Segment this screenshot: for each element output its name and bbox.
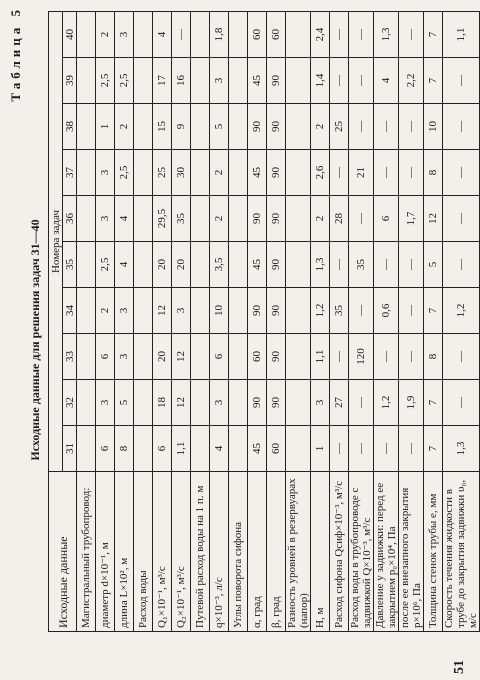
- row-label: Расход воды в трубопроводе с задвижкой Q×10⁻³, м³/с: [349, 472, 374, 632]
- table-cell: 18: [153, 380, 172, 426]
- row-label: Разность уровней в резервуарах (напор): [286, 472, 311, 632]
- table-cell: 12: [172, 380, 191, 426]
- table-cell: [191, 426, 210, 472]
- table-cell: 2: [311, 104, 330, 150]
- task-36: 36: [63, 196, 77, 242]
- row-label: длина L×10², м: [115, 472, 134, 632]
- table-cell: —: [443, 380, 480, 426]
- table-cell: 1,3: [443, 426, 480, 472]
- table-cell: 1,1: [443, 12, 480, 58]
- table-cell: 4: [374, 58, 399, 104]
- task-33: 33: [63, 334, 77, 380]
- table-cell: [286, 426, 311, 472]
- table-cell: 17: [153, 58, 172, 104]
- table-cell: 3,5: [210, 242, 229, 288]
- table-cell: [191, 104, 210, 150]
- table-cell: 1,2: [311, 288, 330, 334]
- table-cell: 4: [115, 196, 134, 242]
- table-cell: 2: [311, 196, 330, 242]
- table-cell: 60: [248, 12, 267, 58]
- table-row: [229, 12, 248, 632]
- table-cell: 21: [349, 150, 374, 196]
- table-cell: 90: [248, 380, 267, 426]
- table-cell: 30: [172, 150, 191, 196]
- table-cell: —: [399, 288, 424, 334]
- table-row: [115, 12, 134, 632]
- task-38: 38: [63, 104, 77, 150]
- table-cell: 29,5: [153, 196, 172, 242]
- table-cell: 5: [210, 104, 229, 150]
- table-cell: —: [374, 104, 399, 150]
- table-cell: 35: [349, 242, 374, 288]
- row-label: Q₁×10⁻¹, м³/с: [153, 472, 172, 632]
- table-cell: 8: [424, 150, 443, 196]
- table-cell: 1: [96, 104, 115, 150]
- table-cell: 3: [115, 12, 134, 58]
- table-cell: 20: [153, 334, 172, 380]
- table-cell: 15: [153, 104, 172, 150]
- task-34: 34: [63, 288, 77, 334]
- row-label: Толщина стенок трубы e, мм: [424, 472, 443, 632]
- table-cell: —: [330, 58, 349, 104]
- table-cell: 1,3: [311, 242, 330, 288]
- table-cell: [134, 242, 153, 288]
- table-cell: —: [374, 242, 399, 288]
- table-cell: [191, 150, 210, 196]
- table-cell: 120: [349, 334, 374, 380]
- table-cell: 2: [210, 196, 229, 242]
- table-row: [134, 12, 153, 632]
- table-row: [349, 12, 374, 632]
- table-cell: 6: [374, 196, 399, 242]
- table-cell: 12: [172, 334, 191, 380]
- table-cell: 45: [248, 242, 267, 288]
- table-cell: 7: [424, 58, 443, 104]
- table-row: [443, 12, 480, 632]
- task-39: 39: [63, 58, 77, 104]
- table-cell: 2,2: [399, 58, 424, 104]
- table-row: [330, 12, 349, 632]
- table-cell: —: [349, 196, 374, 242]
- task-32: 32: [63, 380, 77, 426]
- table-cell: 1,2: [374, 380, 399, 426]
- page-number: 51: [452, 660, 467, 674]
- table-cell: 3: [115, 334, 134, 380]
- table-cell: 12: [153, 288, 172, 334]
- table-cell: [77, 380, 96, 426]
- row-label: после ее внезапного закрытия p×10⁶, Па: [399, 472, 424, 632]
- table-cell: [286, 150, 311, 196]
- row-label: β, град: [267, 472, 286, 632]
- row-label: Расход воды: [134, 472, 153, 632]
- table-cell: —: [443, 196, 480, 242]
- table-cell: 3: [96, 380, 115, 426]
- table-cell: [286, 334, 311, 380]
- table-cell: [134, 288, 153, 334]
- table-cell: 90: [267, 104, 286, 150]
- table-cell: 25: [153, 150, 172, 196]
- row-label: Давление у задвижки: перед ее закрытием p₀×10⁴, Па: [374, 472, 399, 632]
- table-cell: [191, 58, 210, 104]
- table-cell: 6: [153, 426, 172, 472]
- table-cell: 2,6: [311, 150, 330, 196]
- table-cell: [134, 58, 153, 104]
- table-cell: 8: [115, 426, 134, 472]
- table-cell: [191, 334, 210, 380]
- table-row: [374, 12, 399, 632]
- table-row: [96, 12, 115, 632]
- table-cell: [229, 196, 248, 242]
- table-cell: [77, 242, 96, 288]
- table-cell: 60: [248, 334, 267, 380]
- table-cell: [77, 196, 96, 242]
- table-cell: [134, 196, 153, 242]
- table-cell: —: [443, 58, 480, 104]
- table-cell: 28: [330, 196, 349, 242]
- table-cell: [134, 426, 153, 472]
- table-cell: [286, 242, 311, 288]
- table-cell: 90: [267, 150, 286, 196]
- table-cell: [229, 12, 248, 58]
- row-label: Расход сифона Qсиф×10⁻³, м³/с: [330, 472, 349, 632]
- table-cell: 8: [424, 334, 443, 380]
- data-table: [48, 11, 480, 632]
- table-cell: [229, 426, 248, 472]
- table-cell: —: [349, 288, 374, 334]
- table-cell: 90: [267, 334, 286, 380]
- table-cell: 1,2: [443, 288, 480, 334]
- table-cell: 10: [424, 104, 443, 150]
- table-cell: 35: [330, 288, 349, 334]
- table-cell: —: [374, 426, 399, 472]
- table-cell: [229, 380, 248, 426]
- table-row: [311, 12, 330, 632]
- table-cell: 2: [115, 104, 134, 150]
- table-cell: 2,5: [115, 150, 134, 196]
- table-row: [267, 12, 286, 632]
- table-cell: [134, 150, 153, 196]
- table-cell: 45: [248, 150, 267, 196]
- table-cell: 90: [248, 288, 267, 334]
- table-cell: —: [330, 150, 349, 196]
- table-cell: 60: [267, 12, 286, 58]
- table-cell: 1,3: [374, 12, 399, 58]
- table-cell: [134, 104, 153, 150]
- row-label: Скорость течения жидкости в трубе до закрытия задвижки υ₀, м/с: [443, 472, 480, 632]
- table-cell: —: [349, 380, 374, 426]
- table-cell: 1,1: [311, 334, 330, 380]
- table-cell: —: [349, 12, 374, 58]
- table-cell: [77, 150, 96, 196]
- table-cell: [77, 288, 96, 334]
- table-cell: 5: [424, 242, 443, 288]
- table-cell: 7: [424, 426, 443, 472]
- table-cell: —: [172, 12, 191, 58]
- table-cell: —: [349, 104, 374, 150]
- table-cell: 90: [267, 288, 286, 334]
- table-row: [248, 12, 267, 632]
- table-cell: 6: [96, 426, 115, 472]
- param-header: Исходные данные: [49, 472, 77, 632]
- row-label: Магистральный трубопровод:: [77, 472, 96, 632]
- table-row: [153, 12, 172, 632]
- table-cell: [229, 104, 248, 150]
- table-cell: [191, 196, 210, 242]
- table-row: [210, 12, 229, 632]
- table-cell: [77, 12, 96, 58]
- table-cell: —: [443, 104, 480, 150]
- table-cell: 45: [248, 426, 267, 472]
- table-cell: [77, 426, 96, 472]
- table-row: [286, 12, 311, 632]
- table-cell: [191, 12, 210, 58]
- table-cell: 90: [267, 380, 286, 426]
- table-cell: [286, 196, 311, 242]
- tasks-header: Номера задач: [49, 12, 63, 472]
- row-label: Путевой расход воды на 1 п. м: [191, 472, 210, 632]
- table-cell: [134, 12, 153, 58]
- table-cell: —: [349, 426, 374, 472]
- table-cell: [134, 334, 153, 380]
- table-cell: 20: [153, 242, 172, 288]
- table-cell: —: [374, 150, 399, 196]
- table-cell: 0,6: [374, 288, 399, 334]
- table-cell: —: [349, 58, 374, 104]
- table-cell: 9: [172, 104, 191, 150]
- table-cell: 2,5: [115, 58, 134, 104]
- table-cell: 4: [210, 426, 229, 472]
- table-cell: 6: [210, 334, 229, 380]
- table-cell: 1,4: [311, 58, 330, 104]
- table-cell: —: [399, 242, 424, 288]
- table-cell: 20: [172, 242, 191, 288]
- table-cell: —: [443, 242, 480, 288]
- table-cell: 10: [210, 288, 229, 334]
- task-37: 37: [63, 150, 77, 196]
- table-cell: —: [330, 12, 349, 58]
- table-cell: [229, 334, 248, 380]
- table-cell: 90: [267, 196, 286, 242]
- table-cell: 7: [424, 288, 443, 334]
- table-cell: 4: [153, 12, 172, 58]
- table-cell: 27: [330, 380, 349, 426]
- table-title: Исходные данные для решения задач 31—40: [28, 219, 42, 461]
- table-cell: 16: [172, 58, 191, 104]
- table-cell: —: [443, 150, 480, 196]
- table-cell: [286, 12, 311, 58]
- table-cell: 90: [248, 104, 267, 150]
- table-cell: [286, 288, 311, 334]
- table-cell: 3: [96, 150, 115, 196]
- table-cell: [191, 288, 210, 334]
- table-cell: [77, 58, 96, 104]
- row-label: Q₂×10⁻¹, м³/с: [172, 472, 191, 632]
- table-cell: —: [399, 104, 424, 150]
- table-cell: 1,9: [399, 380, 424, 426]
- table-row: [77, 12, 96, 632]
- table-row: [399, 12, 424, 632]
- table-cell: [134, 380, 153, 426]
- table-row: [172, 12, 191, 632]
- table-cell: 2,5: [96, 58, 115, 104]
- table-cell: [229, 288, 248, 334]
- table-cell: [286, 104, 311, 150]
- table-cell: 7: [424, 12, 443, 58]
- table-cell: 5: [115, 380, 134, 426]
- table-cell: 1: [311, 426, 330, 472]
- table-cell: 60: [267, 426, 286, 472]
- table-cell: 90: [248, 196, 267, 242]
- table-cell: [286, 380, 311, 426]
- row-label: α, град: [248, 472, 267, 632]
- table-cell: —: [330, 426, 349, 472]
- row-label: диаметр d×10⁻¹, м: [96, 472, 115, 632]
- table-cell: 2: [96, 12, 115, 58]
- table-cell: 4: [115, 242, 134, 288]
- table-cell: —: [399, 12, 424, 58]
- table-cell: 1,8: [210, 12, 229, 58]
- table-cell: 3: [210, 380, 229, 426]
- table-cell: [191, 242, 210, 288]
- table-cell: 2: [210, 150, 229, 196]
- table-cell: [77, 104, 96, 150]
- table-number: Таблица 5: [8, 6, 23, 102]
- table-cell: 90: [267, 58, 286, 104]
- table-cell: 6: [96, 334, 115, 380]
- table-cell: —: [399, 334, 424, 380]
- table-cell: —: [374, 334, 399, 380]
- table-cell: 2,5: [96, 242, 115, 288]
- task-35: 35: [63, 242, 77, 288]
- table-cell: [286, 58, 311, 104]
- table-cell: 25: [330, 104, 349, 150]
- table-cell: [191, 380, 210, 426]
- table-cell: 12: [424, 196, 443, 242]
- table-cell: —: [399, 150, 424, 196]
- table-cell: [77, 334, 96, 380]
- table-cell: 1,1: [172, 426, 191, 472]
- table-cell: 45: [248, 58, 267, 104]
- table-cell: 2: [96, 288, 115, 334]
- row-label: H, м: [311, 472, 330, 632]
- table-cell: —: [330, 242, 349, 288]
- task-40: 40: [63, 12, 77, 58]
- table-cell: —: [443, 334, 480, 380]
- table-cell: 90: [267, 242, 286, 288]
- table-cell: 35: [172, 196, 191, 242]
- table-cell: [229, 150, 248, 196]
- table-row: [191, 12, 210, 632]
- table-cell: 3: [96, 196, 115, 242]
- row-label: Углы поворота сифона: [229, 472, 248, 632]
- table-cell: 3: [115, 288, 134, 334]
- table-cell: 3: [172, 288, 191, 334]
- table-cell: —: [399, 426, 424, 472]
- table-row: [424, 12, 443, 632]
- table-cell: 2,4: [311, 12, 330, 58]
- table-cell: 3: [311, 380, 330, 426]
- task-31: 31: [63, 426, 77, 472]
- table-cell: 3: [210, 58, 229, 104]
- table-cell: [229, 58, 248, 104]
- table-cell: [229, 242, 248, 288]
- table-cell: —: [330, 334, 349, 380]
- table-cell: 1,7: [399, 196, 424, 242]
- table-cell: 7: [424, 380, 443, 426]
- row-label: q×10⁻³, л/с: [210, 472, 229, 632]
